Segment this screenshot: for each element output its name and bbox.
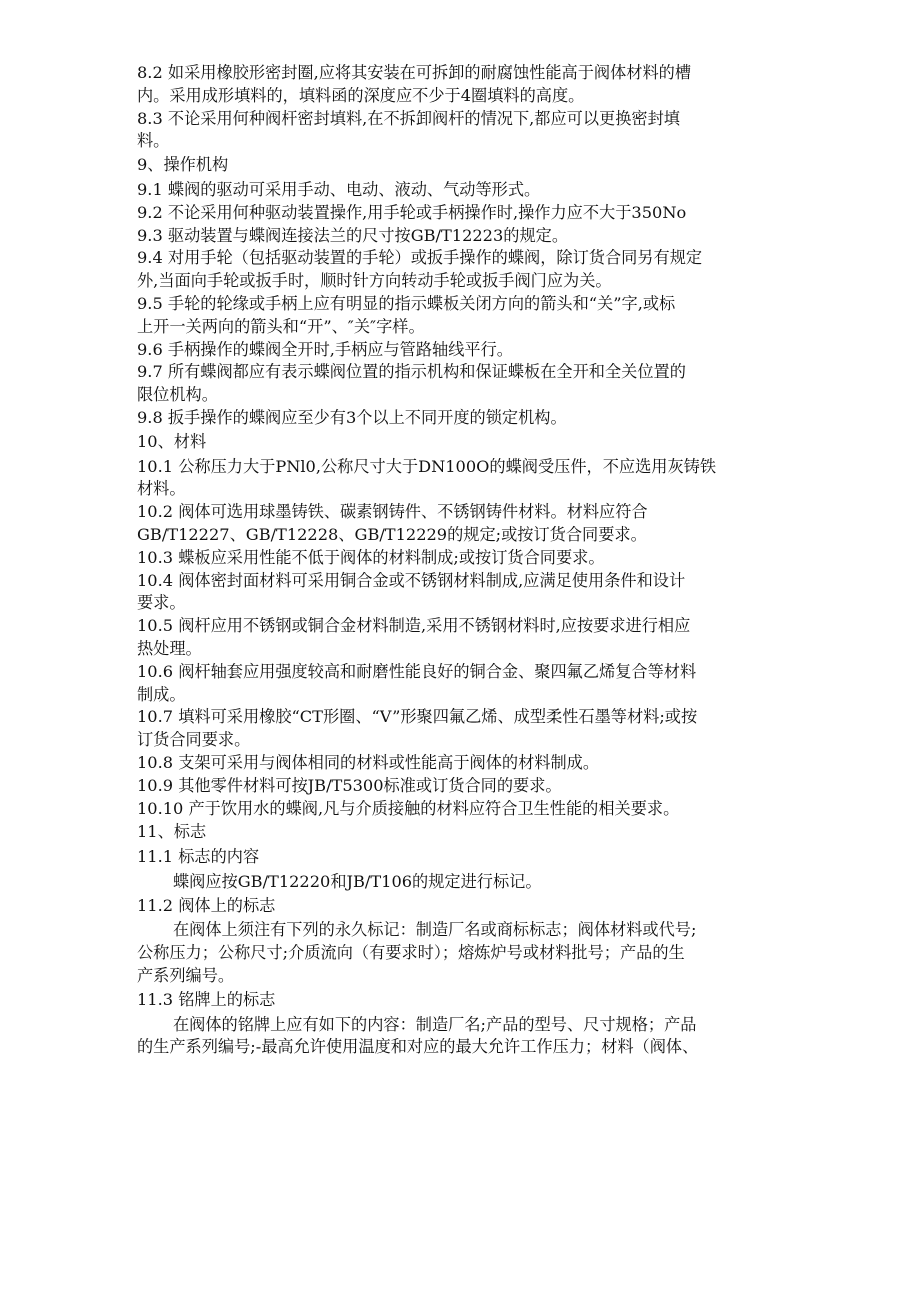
text-line: 的生产系列编号;-最高允许使用温度和对应的最大允许工作压力；材料（阀体、 [137, 1037, 699, 1057]
text-line: 订货合同要求。 [137, 730, 251, 750]
text-line: 9.7 所有蝶阀都应有表示蝶阀位置的指示机构和保证蝶板在全开和全关位置的 [137, 362, 686, 382]
section-heading: 9、操作机构 [137, 155, 229, 175]
text-line: 10.6 阀杆轴套应用强度较高和耐磨性能良好的铜合金、聚四氟乙烯复合等材料 [137, 661, 697, 681]
text-line: 制成。 [137, 684, 186, 704]
text-line: 热处理。 [137, 638, 202, 658]
text-line: 外,当面向手轮或扳手时，顺时针方向转动手轮或扳手阀门应为关。 [137, 271, 612, 291]
text-line: 上开一关两向的箭头和“开”、″关″字样。 [137, 316, 425, 336]
text-line: 10.7 填料可采用橡胶“CT形圈、“V”形聚四氟乙烯、成型柔性石墨等材料;或按 [137, 707, 698, 727]
text-line: 9.3 驱动装置与蝶阀连接法兰的尺寸按GB/T12223的规定。 [137, 225, 569, 245]
text-line: 10.8 支架可采用与阀体相同的材料或性能高于阀体的材料制成。 [137, 752, 600, 772]
text-line: 9.2 不论采用何种驱动装置操作,用手轮或手柄操作时,操作力应不大于350No [137, 202, 687, 222]
text-line: 在阀体上须注有下列的永久标记：制造厂名或商标标志；阀体材料或代号; [173, 920, 697, 940]
section-heading: 10、材料 [137, 431, 207, 451]
section-heading: 11、标志 [137, 822, 207, 842]
text-line: 9.4 对用手轮（包括驱动装置的手轮）或扳手操作的蝶阀，除订货合同另有规定 [137, 248, 703, 268]
text-line: 蝶阀应按GB/T12220和JB/T106的规定进行标记。 [173, 871, 542, 891]
text-line: 内。采用成形填料的，填料函的深度应不少于4圈填料的高度。 [137, 85, 585, 105]
text-line: 在阀体的铭牌上应有如下的内容：制造厂名;产品的型号、尺寸规格；产品 [173, 1014, 697, 1034]
text-line: 产系列编号。 [137, 966, 235, 986]
text-line: GB/T12227、GB/T12228、GB/T12229的规定;或按订货合同要求。 [137, 524, 647, 544]
text-line: 10.4 阀体密封面材料可采用铜合金或不锈钢材料制成,应满足使用条件和设计 [137, 570, 686, 590]
text-line: 9.8 扳手操作的蝶阀应至少有3个以上不同开度的锁定机构。 [137, 407, 567, 427]
section-heading: 11.1 标志的内容 [137, 847, 260, 867]
section-heading: 11.2 阀体上的标志 [137, 895, 276, 915]
text-line: 8.2 如采用橡胶形密封圈,应将其安装在可拆卸的耐腐蚀性能高于阀体材料的槽 [137, 63, 692, 82]
text-line: 料。 [137, 131, 170, 151]
text-line: 9.1 蝶阀的驱动可采用手动、电动、液动、气动等形式。 [137, 179, 541, 199]
text-line: 限位机构。 [137, 385, 218, 405]
text-line: 10.5 阀杆应用不锈钢或铜合金材料制造,采用不锈钢材料时,应按要求进行相应 [137, 616, 691, 636]
text-line: 要求。 [137, 593, 186, 613]
text-line: 8.3 不论采用何种阀杆密封填料,在不拆卸阀杆的情况下,都应可以更换密封填 [137, 108, 680, 128]
section-heading: 11.3 铭牌上的标志 [137, 989, 276, 1009]
text-line: 10.10 产于饮用水的蝶阀,凡与介质接触的材料应符合卫生性能的相关要求。 [137, 798, 680, 818]
text-line: 10.1 公称压力大于PNl0,公称尺寸大于DN100O的蝶阀受压件，不应选用灰铸铁 [137, 456, 717, 476]
text-line: 10.9 其他零件材料可按JB/T5300标准或订货合同的要求。 [137, 775, 562, 795]
text-line: 10.2 阀体可选用球墨铸铁、碳素钢铸件、不锈钢铸件材料。材料应符合 [137, 502, 648, 522]
text-line: 9.6 手柄操作的蝶阀全开时,手柄应与管路轴线平行。 [137, 339, 513, 359]
text-line: 9.5 手轮的轮缘或手柄上应有明显的指示蝶板关闭方向的箭头和“关”字,或标 [137, 293, 676, 313]
text-line: 10.3 蝶板应采用性能不低于阀体的材料制成;或按订货合同要求。 [137, 547, 605, 567]
text-line: 材料。 [137, 479, 186, 499]
text-line: 公称压力；公称尺寸;介质流向（有要求时）；熔炼炉号或材料批号；产品的生 [137, 943, 685, 963]
